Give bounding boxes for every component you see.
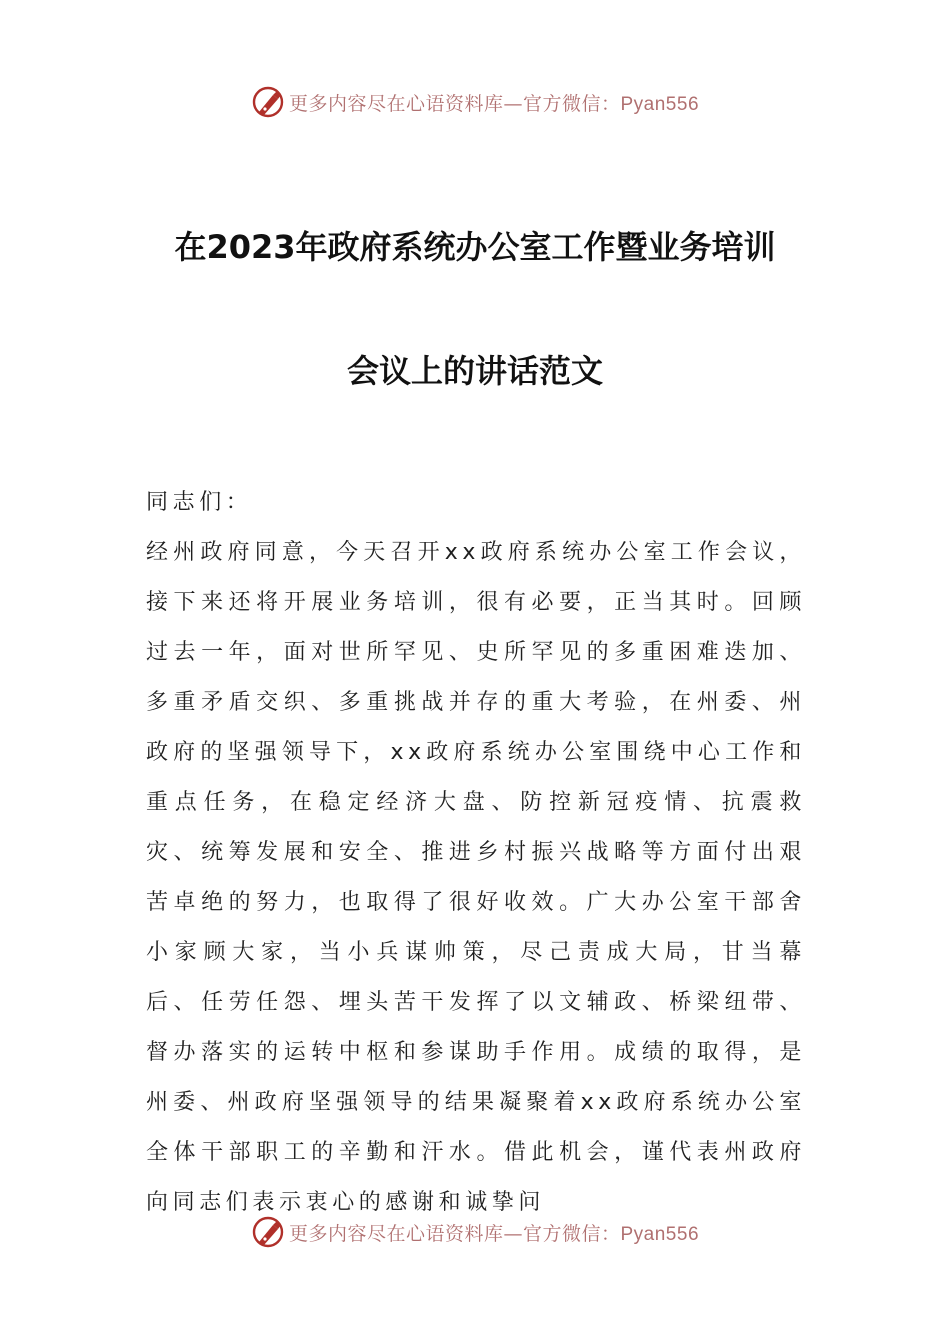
pen-nib-logo-icon [251, 1215, 285, 1249]
body-paragraph: 经州政府同意，今天召开xx政府系统办公室工作会议，接下来还将开展业务培训，很有必要，正当其时。回顾过去一年，面对世所罕见、史所罕见的多重困难迭加、多重矛盾交织、多重挑战并存的重大考验，在州委、州政府的坚强领导下，xx政府系统办公室围绕中心工作和重点任务，在稳定经济大盘、防控新冠疫情、抗震救灾、统筹发展和安全、推进乡村振兴战略等方面付出艰苦卓绝的努力，也取得了很好收效。广大办公室干部舍小家顾大家，当小兵谋帅策，尽己责成大局，甘当幕后、任劳任怨、埋头苦干发挥了以文辅政、桥梁纽带、督办落实的运转中枢和参谋助手作用。成绩的取得，是州委、州政府坚强领导的结果凝聚着xx政府系统办公室全体干部职工的辛勤和汗水。借此机会，谨代表州政府向同志们表示衷心的感谢和诚挚问 [146, 540, 806, 1215]
banner-wechat-id: Pyan556 [620, 93, 700, 115]
document-title-line-1: 在2023年政府系统办公室工作暨业务培训 [174, 228, 776, 266]
document-title-line-2: 会议上的讲话范文 [346, 352, 603, 390]
banner-text: 更多内容尽在心语资料库—官方微信：Pyan556 [288, 92, 700, 115]
salutation: 同志们： [146, 490, 253, 515]
banner-text: 更多内容尽在心语资料库—官方微信：Pyan556 [288, 1222, 700, 1245]
header-watermark-banner [0, 82, 950, 122]
banner-wechat-id: Pyan556 [620, 1223, 700, 1245]
footer-watermark-banner [0, 1212, 950, 1252]
pen-nib-logo-icon [251, 85, 285, 119]
document-body [146, 478, 806, 1228]
